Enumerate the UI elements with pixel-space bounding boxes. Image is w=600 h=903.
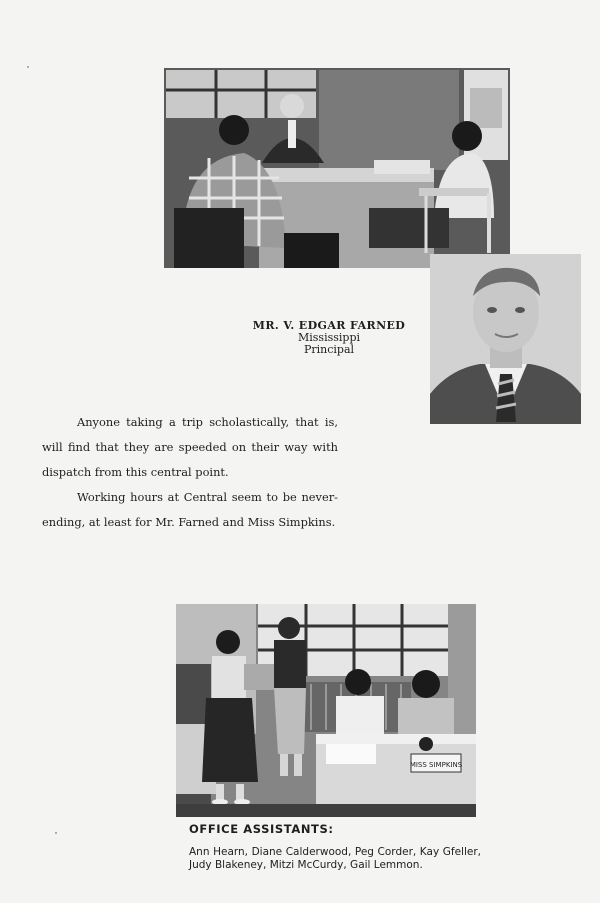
body-text — [42, 410, 338, 535]
principal-portrait-photo — [430, 254, 581, 424]
paper-speck — [55, 832, 57, 834]
desk-nameplate: MISS SIMPKINS — [409, 761, 463, 769]
paper-speck — [27, 66, 29, 68]
office-assistants-photo — [176, 604, 476, 817]
assistants-names: Ann Hearn, Diane Calderwood, Peg Corder, Kay Gfeller, Judy Blakeney, Mitzi McCurdy, Gail Lemmon. — [189, 846, 481, 871]
assistants-heading: OFFICE ASSISTANTS: — [189, 822, 334, 836]
paragraph-1: Anyone taking a trip scholastically, that is, will find that they are speeded on their way with dispatch from this central point. — [42, 415, 338, 479]
principal-title: Principal — [303, 343, 355, 356]
office-meeting-photo — [164, 68, 510, 268]
paragraph-2: Working hours at Central seem to be never-ending, at least for Mr. Farned and Miss Simpkins. — [42, 490, 338, 529]
principal-name: MR. V. EDGAR FARNED — [252, 319, 406, 332]
principal-caption — [236, 320, 422, 356]
principal-state: Mississippi — [298, 331, 360, 344]
